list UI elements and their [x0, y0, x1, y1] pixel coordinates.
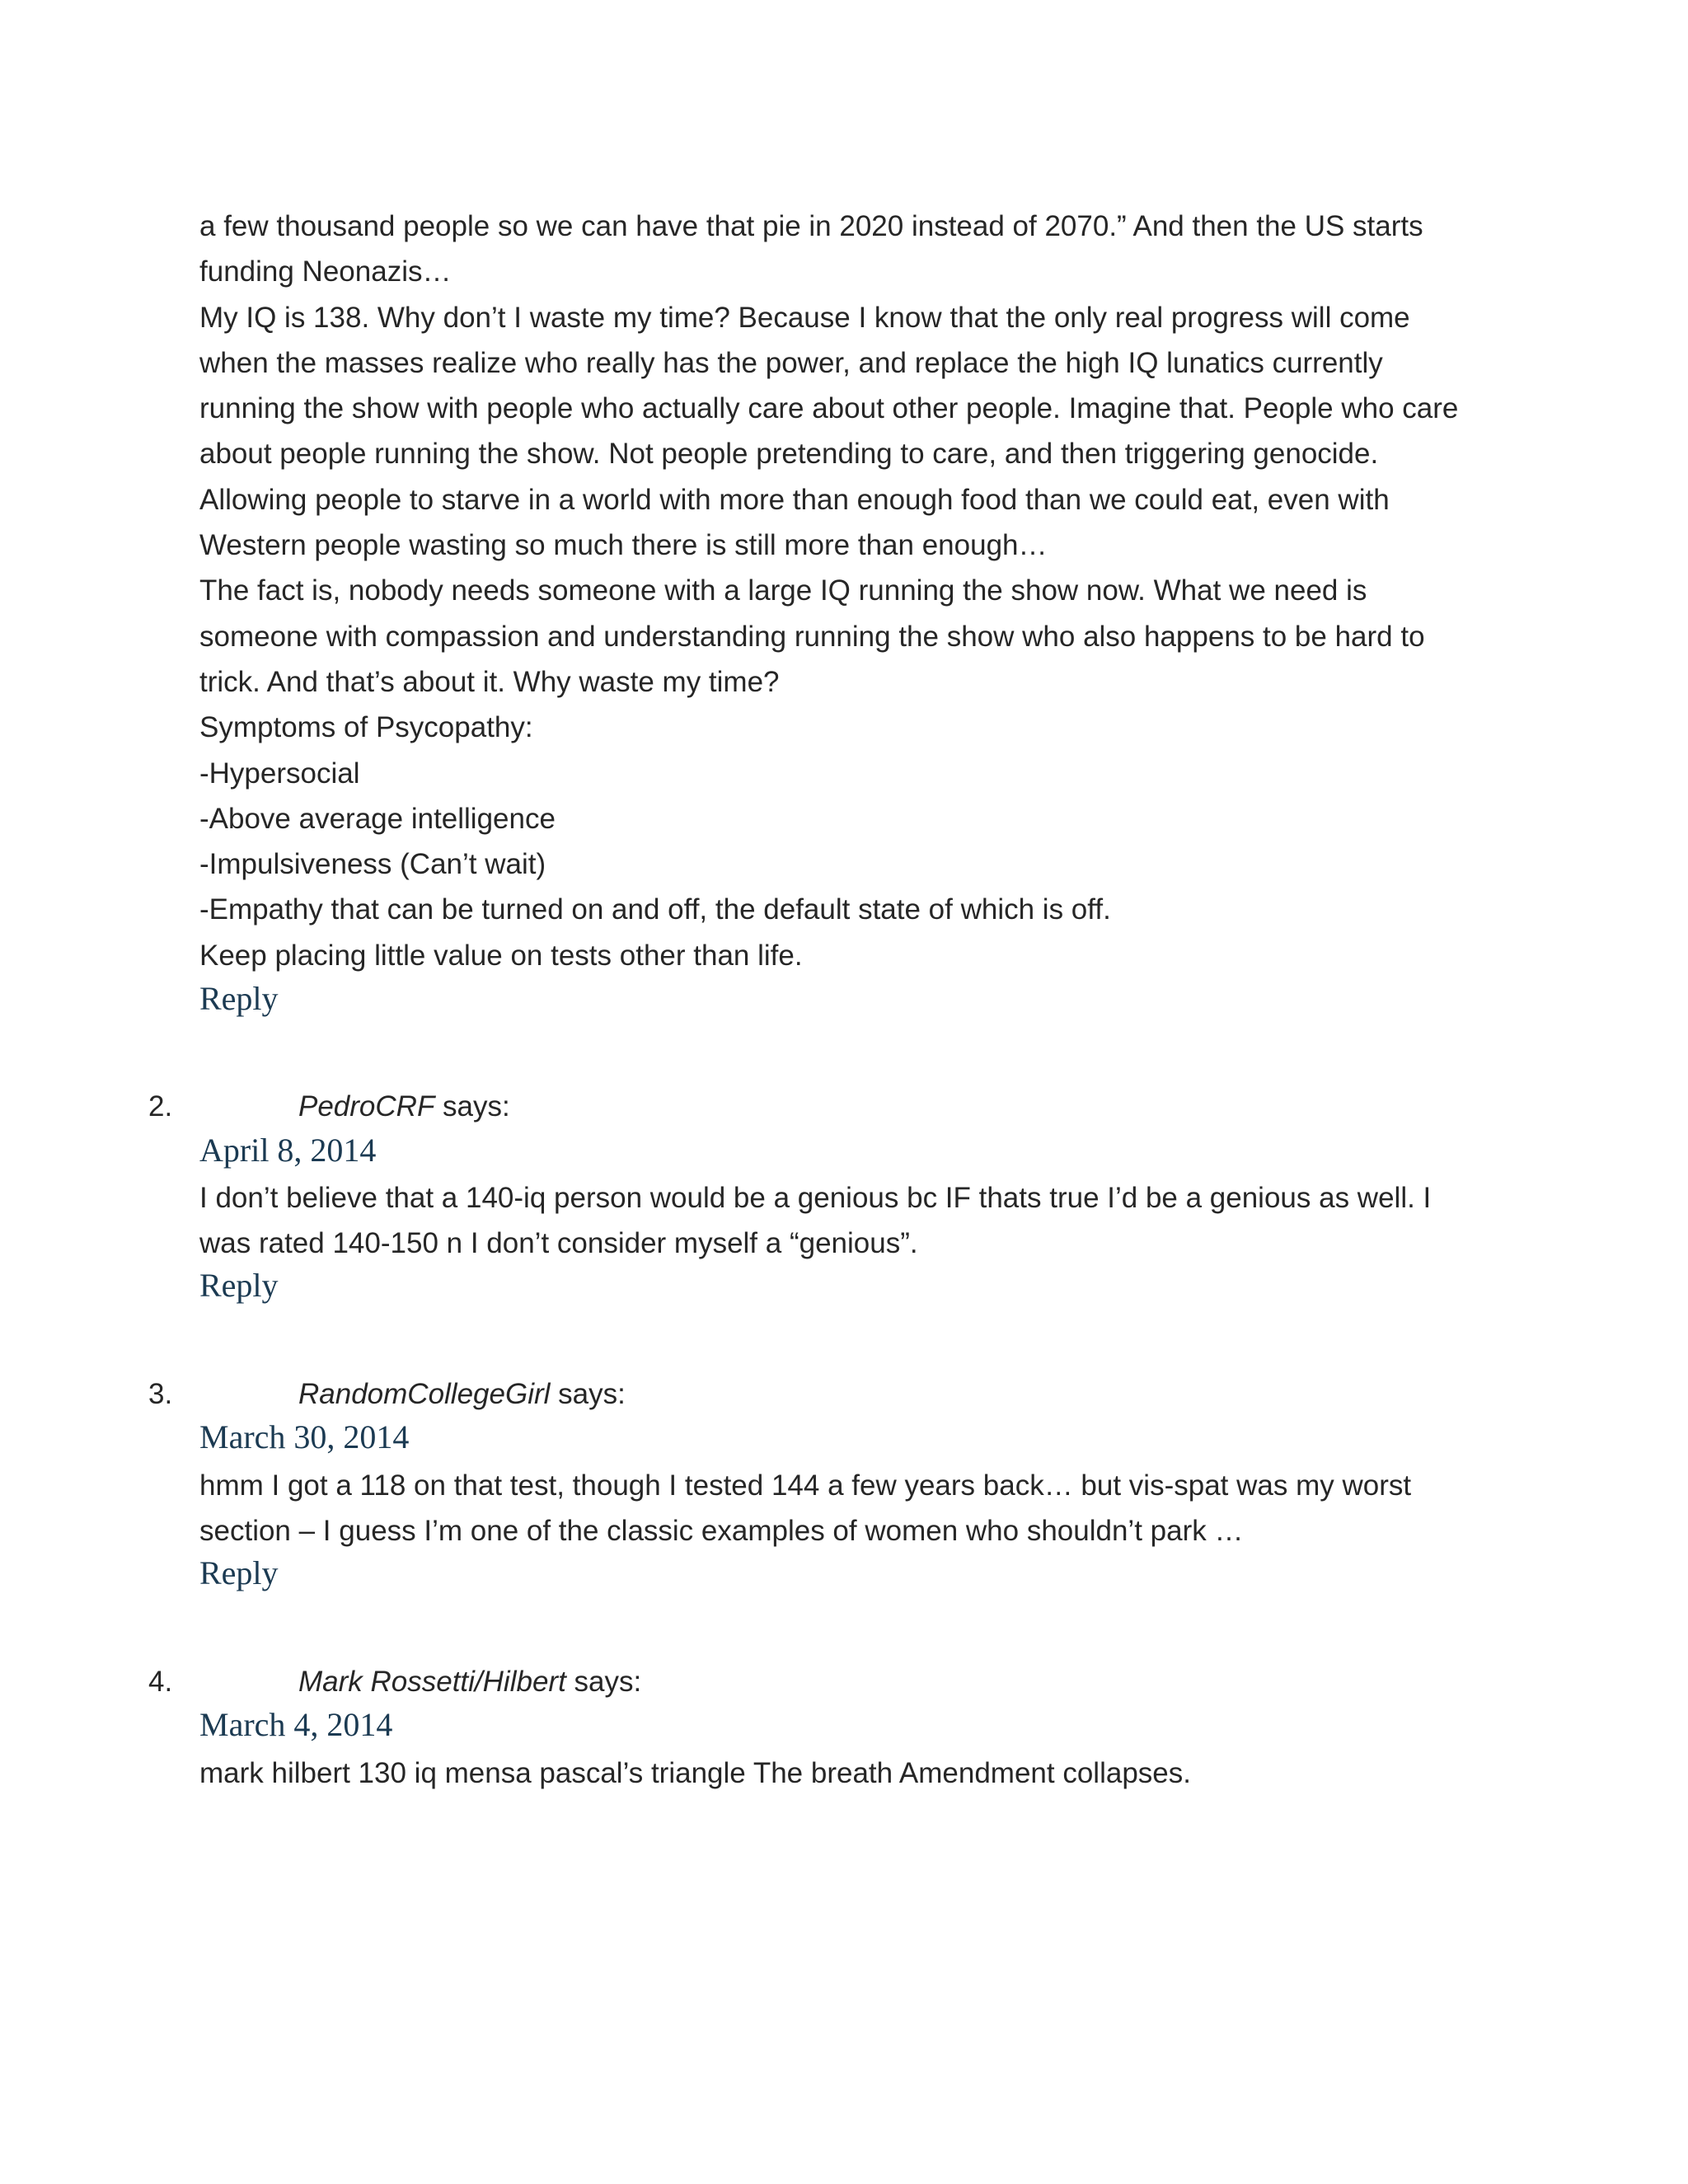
comment-line: The fact is, nobody needs someone with a large IQ running the show now. What we need is — [199, 574, 1367, 607]
comment-line: when the masses realize who really has the power, and replace the high IQ lunatics currently — [199, 346, 1383, 379]
comment-line: -Empathy that can be turned on and off, the default state of which is off. — [199, 893, 1111, 926]
comment-number: 3. — [148, 1378, 173, 1410]
comment-line: someone with compassion and understanding running the show who also happens to be hard to — [199, 620, 1425, 653]
comment-line: -Impulsiveness (Can’t wait) — [199, 848, 546, 881]
comment-line: Symptoms of Psycopathy: — [199, 711, 533, 744]
comment-line: was rated 140-150 n I don’t consider myself a “genious”. — [199, 1227, 918, 1260]
comment-line: I don’t believe that a 140-iq person would be a genious bc IF thats true I’d be a genious as well. I — [199, 1182, 1432, 1214]
comment-line: mark hilbert 130 iq mensa pascal’s triangle The breath Amendment collapses. — [199, 1757, 1191, 1789]
comment-author: Mark Rossetti/Hilbert — [298, 1666, 566, 1698]
comment-author: PedroCRF — [298, 1090, 435, 1122]
comment-text — [199, 1463, 1485, 1554]
comment-number: 2. — [148, 1090, 173, 1122]
comment-date-link[interactable]: March 30, 2014 — [199, 1418, 410, 1455]
comment-line: trick. And that’s about it. Why waste my time? — [199, 665, 780, 698]
comment-line: -Above average intelligence — [199, 802, 556, 835]
comment-date-link[interactable]: March 4, 2014 — [199, 1706, 393, 1743]
comment-text — [199, 1750, 1485, 1796]
comment-author: RandomCollegeGirl — [298, 1378, 551, 1410]
comment-line: Allowing people to starve in a world with more than enough food than we could eat, even with — [199, 483, 1390, 516]
comment-line: a few thousand people so we can have that pie in 2020 instead of 2070.” And then the US starts — [199, 210, 1423, 242]
comment-author-line — [298, 1662, 641, 1702]
comment-line: about people running the show. Not people pretending to care, and then triggering genocide. — [199, 438, 1379, 471]
reply-link[interactable]: Reply — [199, 980, 279, 1017]
comment-line: Keep placing little value on tests other than life. — [199, 939, 803, 972]
says-label: says: — [565, 1666, 642, 1698]
says-label: says: — [434, 1090, 510, 1122]
comment-line: running the show with people who actually care about other people. Imagine that. People who care — [199, 392, 1459, 425]
comment-author-line — [298, 1087, 510, 1127]
comment-number: 4. — [148, 1666, 173, 1698]
comment-author-line — [298, 1375, 626, 1414]
comment-line: -Hypersocial — [199, 757, 360, 790]
comment-line: My IQ is 138. Why don’t I waste my time? Because I know that the only real progress will come — [199, 301, 1410, 334]
comment-date-link[interactable]: April 8, 2014 — [199, 1132, 377, 1169]
reply-link[interactable]: Reply — [199, 1267, 279, 1304]
comment-line: hmm I got a 118 on that test, though I tested 144 a few years back… but vis-spat was my worst — [199, 1469, 1412, 1502]
says-label: says: — [550, 1378, 626, 1410]
comment-line: funding Neonazis… — [199, 255, 452, 288]
comment-line: Western people wasting so much there is still more than enough… — [199, 529, 1048, 562]
reply-link[interactable]: Reply — [199, 1554, 279, 1591]
comment-text — [199, 1175, 1485, 1267]
comment-line: section – I guess I’m one of the classic examples of women who shouldn’t park … — [199, 1515, 1244, 1548]
continued-comment-text — [199, 204, 1485, 978]
